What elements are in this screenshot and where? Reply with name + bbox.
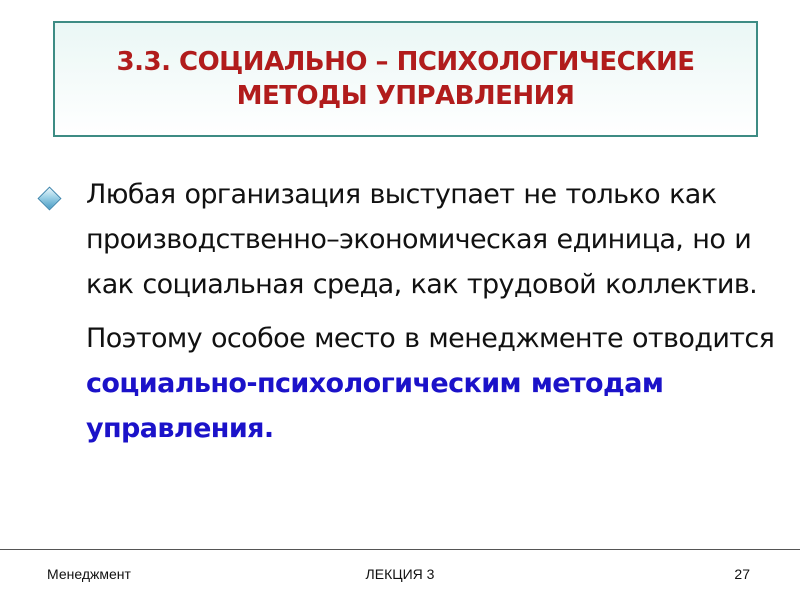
slide-title-line-1: 3.3. СОЦИАЛЬНО – ПСИХОЛОГИЧЕСКИЕ xyxy=(116,47,695,77)
slide-title-line-2: МЕТОДЫ УПРАВЛЕНИЯ xyxy=(236,81,575,111)
bullet-item xyxy=(36,172,776,451)
paragraph-2 xyxy=(86,316,776,451)
footer-divider xyxy=(0,549,800,550)
paragraph-1: Любая организация выступает не только как производственно–экономическая единица, но и как социальная среда, как трудовой коллектив. xyxy=(86,179,758,300)
paragraph-2-text: Поэтому особое место в менеджменте отводится xyxy=(86,323,775,354)
footer-page-number: 27 xyxy=(734,566,750,582)
footer-course-name: Менеджмент xyxy=(47,566,131,582)
slide-title-box xyxy=(53,21,758,137)
paragraph-2-emphasis: социально-психологическим методам управления. xyxy=(86,368,664,444)
bullet-text xyxy=(86,172,776,451)
diamond-bullet-icon xyxy=(37,186,61,210)
slide-content xyxy=(36,172,776,451)
footer-lecture: ЛЕКЦИЯ 3 xyxy=(365,566,435,582)
